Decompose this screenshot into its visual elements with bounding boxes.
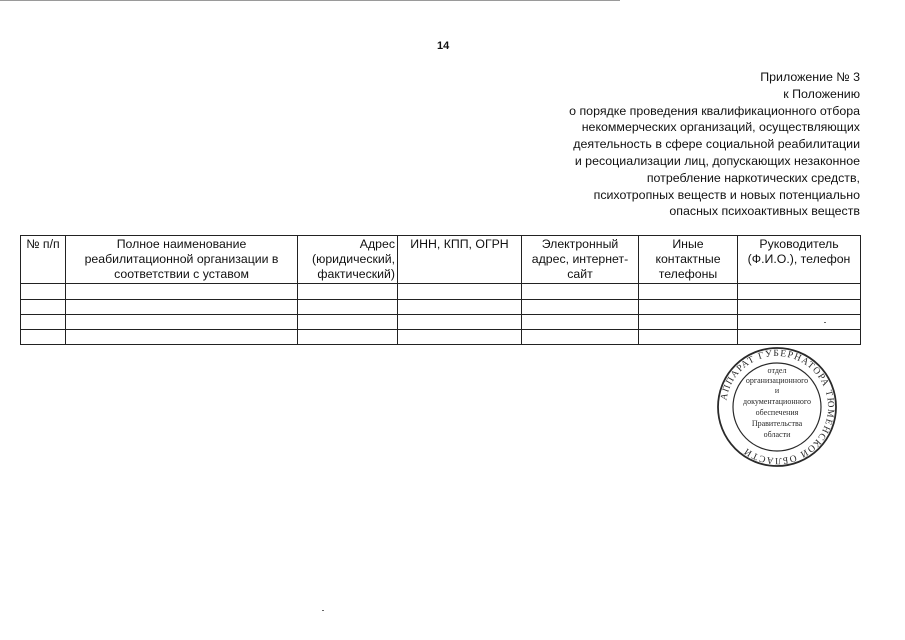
table-header-row	[21, 236, 861, 284]
table-cell	[398, 284, 522, 300]
scan-top-edge	[0, 0, 620, 1]
table-cell	[522, 330, 639, 345]
table-cell	[738, 284, 861, 300]
table-cell	[21, 315, 66, 330]
stamp-center-line: области	[763, 430, 791, 439]
column-header-number: № п/п	[21, 236, 66, 284]
column-header-phones: Иные контактные телефоны	[639, 236, 738, 284]
table-cell	[398, 300, 522, 315]
table-cell	[738, 315, 861, 330]
table-cell	[522, 315, 639, 330]
column-header-address: Адрес (юридический, фактический)	[298, 236, 398, 284]
table-cell	[298, 330, 398, 345]
table-cell	[66, 284, 298, 300]
table-row	[21, 284, 861, 300]
table-cell	[738, 330, 861, 345]
stamp-ring-text: АППАРАТ ГУБЕРНАТОРА ТЮМЕНСКОЙ ОБЛАСТИ	[719, 348, 836, 466]
table-cell	[639, 315, 738, 330]
column-header-head: Руководитель (Ф.И.О.), телефон	[738, 236, 861, 284]
table-cell	[21, 330, 66, 345]
official-stamp	[716, 346, 838, 468]
appendix-heading	[520, 69, 860, 220]
table-cell	[639, 300, 738, 315]
table-cell	[21, 284, 66, 300]
appendix-line: опасных психоактивных веществ	[669, 204, 860, 219]
appendix-line: потребление наркотических средств,	[646, 170, 860, 185]
table-cell	[298, 300, 398, 315]
appendix-line: о порядке проведения квалификационного отбора	[569, 103, 860, 118]
stamp-center-text	[743, 366, 811, 439]
table-cell	[522, 284, 639, 300]
table-cell	[639, 330, 738, 345]
table-cell	[66, 330, 298, 345]
appendix-line: к Положению	[783, 86, 860, 101]
scan-speck	[824, 322, 826, 323]
table-cell	[298, 315, 398, 330]
column-header-email: Электронный адрес, интернет-сайт	[522, 236, 639, 284]
table-row	[21, 330, 861, 345]
appendix-line: деятельность в сфере социальной реабилитации	[573, 137, 860, 152]
table-cell	[398, 330, 522, 345]
stamp-center-line: Правительства	[751, 419, 803, 428]
stamp-center-line: и	[774, 386, 780, 395]
stamp-center-line: обеспечения	[755, 408, 799, 417]
table-row	[21, 300, 861, 315]
table-cell	[66, 300, 298, 315]
table-cell	[298, 284, 398, 300]
table-cell	[738, 300, 861, 315]
registry-table	[20, 235, 861, 345]
table-cell	[21, 300, 66, 315]
table-cell	[522, 300, 639, 315]
column-header-inn: ИНН, КПП, ОГРН	[398, 236, 522, 284]
table-cell	[639, 284, 738, 300]
stamp-center-line: документационного	[743, 397, 811, 406]
appendix-line: психотропных веществ и новых потенциально	[593, 187, 860, 202]
appendix-line: Приложение № 3	[760, 70, 860, 84]
table-row	[21, 315, 861, 330]
stamp-center-line: отдел	[767, 366, 787, 375]
table-cell	[398, 315, 522, 330]
page-number: 14	[437, 40, 450, 52]
appendix-line: некоммерческих организаций, осуществляющих	[581, 120, 860, 135]
appendix-line: и ресоциализации лиц, допускающих незаконное	[574, 153, 860, 168]
column-header-org-name: Полное наименование реабилитационной организации в соответствии с уставом	[66, 236, 298, 284]
scan-speck	[322, 610, 324, 611]
stamp-center-line: организационного	[745, 376, 809, 385]
table-cell	[66, 315, 298, 330]
